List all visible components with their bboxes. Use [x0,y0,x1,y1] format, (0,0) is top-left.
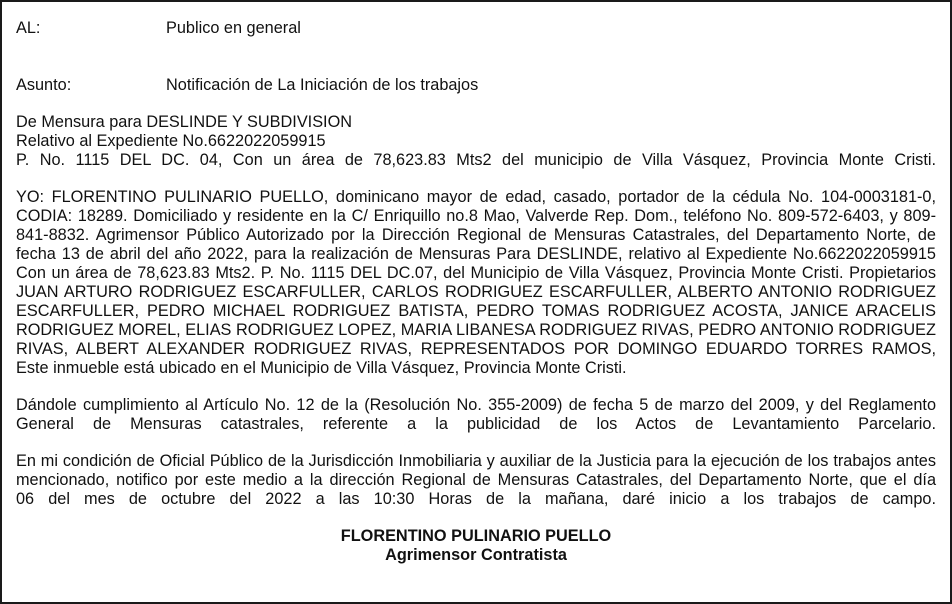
signature-block [16,527,936,565]
legal-basis-paragraph [16,396,936,434]
paragraph-line: Con un área de 78,623.83 Mts2. P. No. 1115 DEL DC.07, del Municipio de Villa Vásquez, Provincia Monte Cristi. Propietarios [16,264,936,282]
paragraph-line: ESCARFULLER, PEDRO MICHAEL RODRIGUEZ BATISTA, PEDRO TOMAS RODRIGUEZ ACOSTA, JANICE ARACELIS [16,302,936,320]
subject-value: Notificación de La Iniciación de los trabajos [166,76,479,94]
paragraph-line: 841-8832. Agrimensor Público Autorizado por la Dirección Regional de Mensuras Catastrales, del Departamento Norte, de [16,226,936,244]
paragraph-line: CODIA: 18289. Domiciliado y residente en la C/ Enriquillo no.8 Mao, Valverde Rep. Dom., teléfono No. 809-572-6403, y 809- [16,207,936,225]
paragraph-line: YO: FLORENTINO PULINARIO PUELLO, dominicano mayor de edad, casado, portador de la cédula No. 104-0003181-0, [16,188,936,206]
paragraph-line: 06 del mes de octubre del 2022 a las 10:30 Horas de la mañana, daré inicio a los trabajos de campo. [16,490,936,508]
intro-line: De Mensura para DESLINDE Y SUBDIVISION [16,113,353,131]
paragraph-line: RIVAS, ALBERT ALEXANDER RODRIGUEZ RIVAS, REPRESENTADOS POR DOMINGO EDUARDO TORRES RAMOS, [16,340,936,358]
signatory-title: Agrimensor Contratista [385,546,567,564]
paragraph-line: Dándole cumplimiento al Artículo No. 12 de la (Resolución No. 355-2009) de fecha 5 de marzo del 2009, y del Reglamento [16,396,936,414]
paragraph-line: En mi condición de Oficial Público de la Jurisdicción Inmobiliaria y auxiliar de la Justicia para la ejecución de los trabajos antes [16,452,936,470]
paragraph-line: Este inmueble está ubicado en el Municipio de Villa Vásquez, Provincia Monte Cristi. [16,359,627,377]
declaration-paragraph [16,188,936,378]
paragraph-line: RODRIGUEZ MOREL, ELIAS RODRIGUEZ LOPEZ, MARIA LIBANESA RODRIGUEZ RIVAS, PEDRO ANTONIO RODRIGUEZ [16,321,936,339]
addressee-row [16,19,936,38]
intro-line: Relativo al Expediente No.6622022059915 [16,132,326,150]
paragraph-line: fecha 13 de abril del año 2022, para la realización de Mensuras Para DESLINDE, relativo al Expediente No.6622022059915 [16,245,936,263]
intro-paragraph [16,113,936,170]
addressee-label: AL: [16,19,41,37]
paragraph-line: JUAN ARTURO RODRIGUEZ ESCARFULLER, CARLOS RODRIGUEZ ESCARFULLER, ALBERTO ANTONIO RODRIGUEZ [16,283,936,301]
paragraph-line: mencionado, notifico por este medio a la dirección Regional de Mensuras Catastrales, del Departamento Norte, que el día [16,471,936,489]
addressee-value: Publico en general [166,19,301,37]
intro-line: P. No. 1115 DEL DC. 04, Con un área de 78,623.83 Mts2 del municipio de Villa Vásquez, Provincia Monte Cristi. [16,151,936,169]
signatory-name: FLORENTINO PULINARIO PUELLO [340,527,612,545]
notification-paragraph [16,452,936,509]
subject-row [16,76,936,95]
paragraph-line: General de Mensuras catastrales, referente a la publicidad de los Actos de Levantamiento Parcelario. [16,415,936,433]
subject-label: Asunto: [16,76,72,94]
